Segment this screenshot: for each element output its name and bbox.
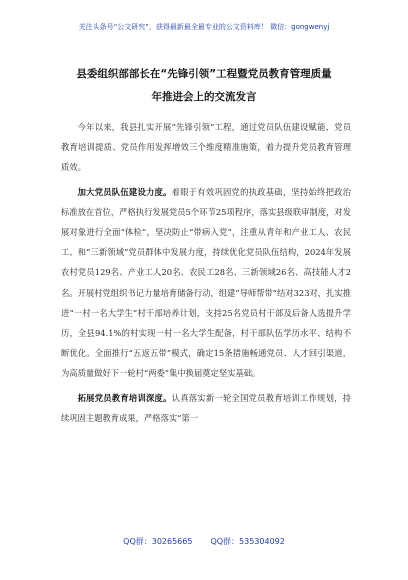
footer-qq-group-1[interactable]: QQ群：30265665 <box>123 537 193 546</box>
document-body <box>61 117 351 428</box>
paragraph-team-building <box>61 182 351 384</box>
paragraph-intro <box>61 117 351 178</box>
paragraph-heading: 加大党员队伍建设力度。 <box>77 186 172 197</box>
document-title-line-1: 县委组织部部长在“先锋引领”工程暨党员教育管理质量 <box>76 68 332 80</box>
paragraph-text: 今年以来，我县扎实开展“先锋引领”工程，通过党员队伍建设赋能、党员教育培训提质、党员作用发挥增效三个维度精准施策，着力提升党员教育管理质效。 <box>61 122 351 173</box>
paragraph-heading: 拓展党员教育培训深度。 <box>77 392 172 403</box>
paragraph-text: 认真落实新一轮全国党员教育培训工作规划，持续巩固主题教育成果，严格落实“第一 <box>61 392 351 423</box>
footer <box>0 536 408 547</box>
footer-qq-group-2[interactable]: QQ群：535304092 <box>210 537 285 546</box>
paragraph-education-training <box>61 388 351 428</box>
header-banner[interactable]: 关注头条号“公文研究”，获得最新最全最专业的公文资料库！ 微信：gongwenyj <box>78 23 330 31</box>
paragraph-text: 着眼于有效巩固党的执政基础，坚持始终把政治标准放在首位，严格执行发展党员5个环节25项程序，落实县级联审制度，对发展对象进行全面“体检”，坚决防止“带病入党”，注重从青年和产业工人、农民工、和“三新领域”党员群体中发展力度，持续优化党员队伍结构，2024年发展农村党员129名、产业工人20名、农民工28名、三新领域26名、高技能人才2名。开展村党组织书记力量培育储备行动，组建“导师帮带”结对323对，扎实推进“一村一名大学生”村干部培养计划，支持25名党员村干部及后备人选提升学历，全县94.1%的村实现一村一名大学生配备，村干部队伍学历水平、结构不断优化。全面推行“五返五带”模式，确定15条措施畅通党员、人才回引渠道，为高质量做好下一轮村“两委”集中换届奠定坚实基础。 <box>61 186 351 379</box>
document-title-line-2: 年推进会上的交流发言 <box>151 91 257 103</box>
